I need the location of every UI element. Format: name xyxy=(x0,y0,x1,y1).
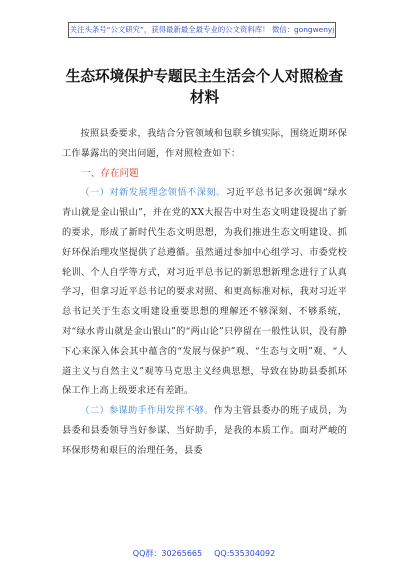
item-1-title: （一）对新发展理念领悟不深刻。 xyxy=(80,187,226,199)
intro-paragraph: 按照县委要求，我结合分管领域和包联乡镇实际，围绕近期环保工作暴露出的突出问题，作对照检查如下： xyxy=(62,128,347,159)
item-2-paragraph xyxy=(62,401,347,460)
document-body xyxy=(62,58,347,461)
item-2-body: 作为主管县委办的班子成员，为县委和县委领导当好参谋、当好助手，是我的本质工作。面对严峻的环保形势和艰巨的治理任务，县委 xyxy=(62,405,347,456)
item-1-body: 习近平总书记多次强调“绿水青山就是金山银山”，并在党的XX大报告中对生态文明建设提出了新的要求，形成了新时代生态文明思想，为我们推进生态文明建设、抓好环保治理攻坚提供了总遵循。虽然通过参加中心组学习、市委党校轮训、个人自学等方式，对习近平总书记的新思想新理念进行了认真学习，但拿习近平总书记的要求对照、和更高标准对标，我对习近平总书记关于生态文明建设重要思想的理解还不够深刻、不够系统，对“绿水青山就是金山银山”的“两山论”只停留在一般性认识，没有静下心来深入体会其中蕴含的“发展与保护”观、“生态与文明”观、“人道主义与自然主义”观等马克思主义经典思想，导致在协助县委抓环保工作上高上级要求还有差距。 xyxy=(62,187,348,397)
footer-qq: QQ:535304092 xyxy=(214,549,276,558)
item-1-paragraph xyxy=(62,183,347,401)
section-heading-problems: 一、存在问题 xyxy=(81,167,139,179)
document-title: 生态环境保护专题民主生活会个人对照检查材料 xyxy=(65,68,344,106)
footer-qq-group: QQ群：30265665 xyxy=(132,549,203,558)
footer-contact xyxy=(0,548,408,559)
item-2-title: （二）参谋助手作用发挥不够。 xyxy=(80,405,214,417)
promo-banner: 关注头条号“公文研究”，获得最新最全最专业的公文资料库！ 微信：gongwenyj xyxy=(68,22,336,38)
